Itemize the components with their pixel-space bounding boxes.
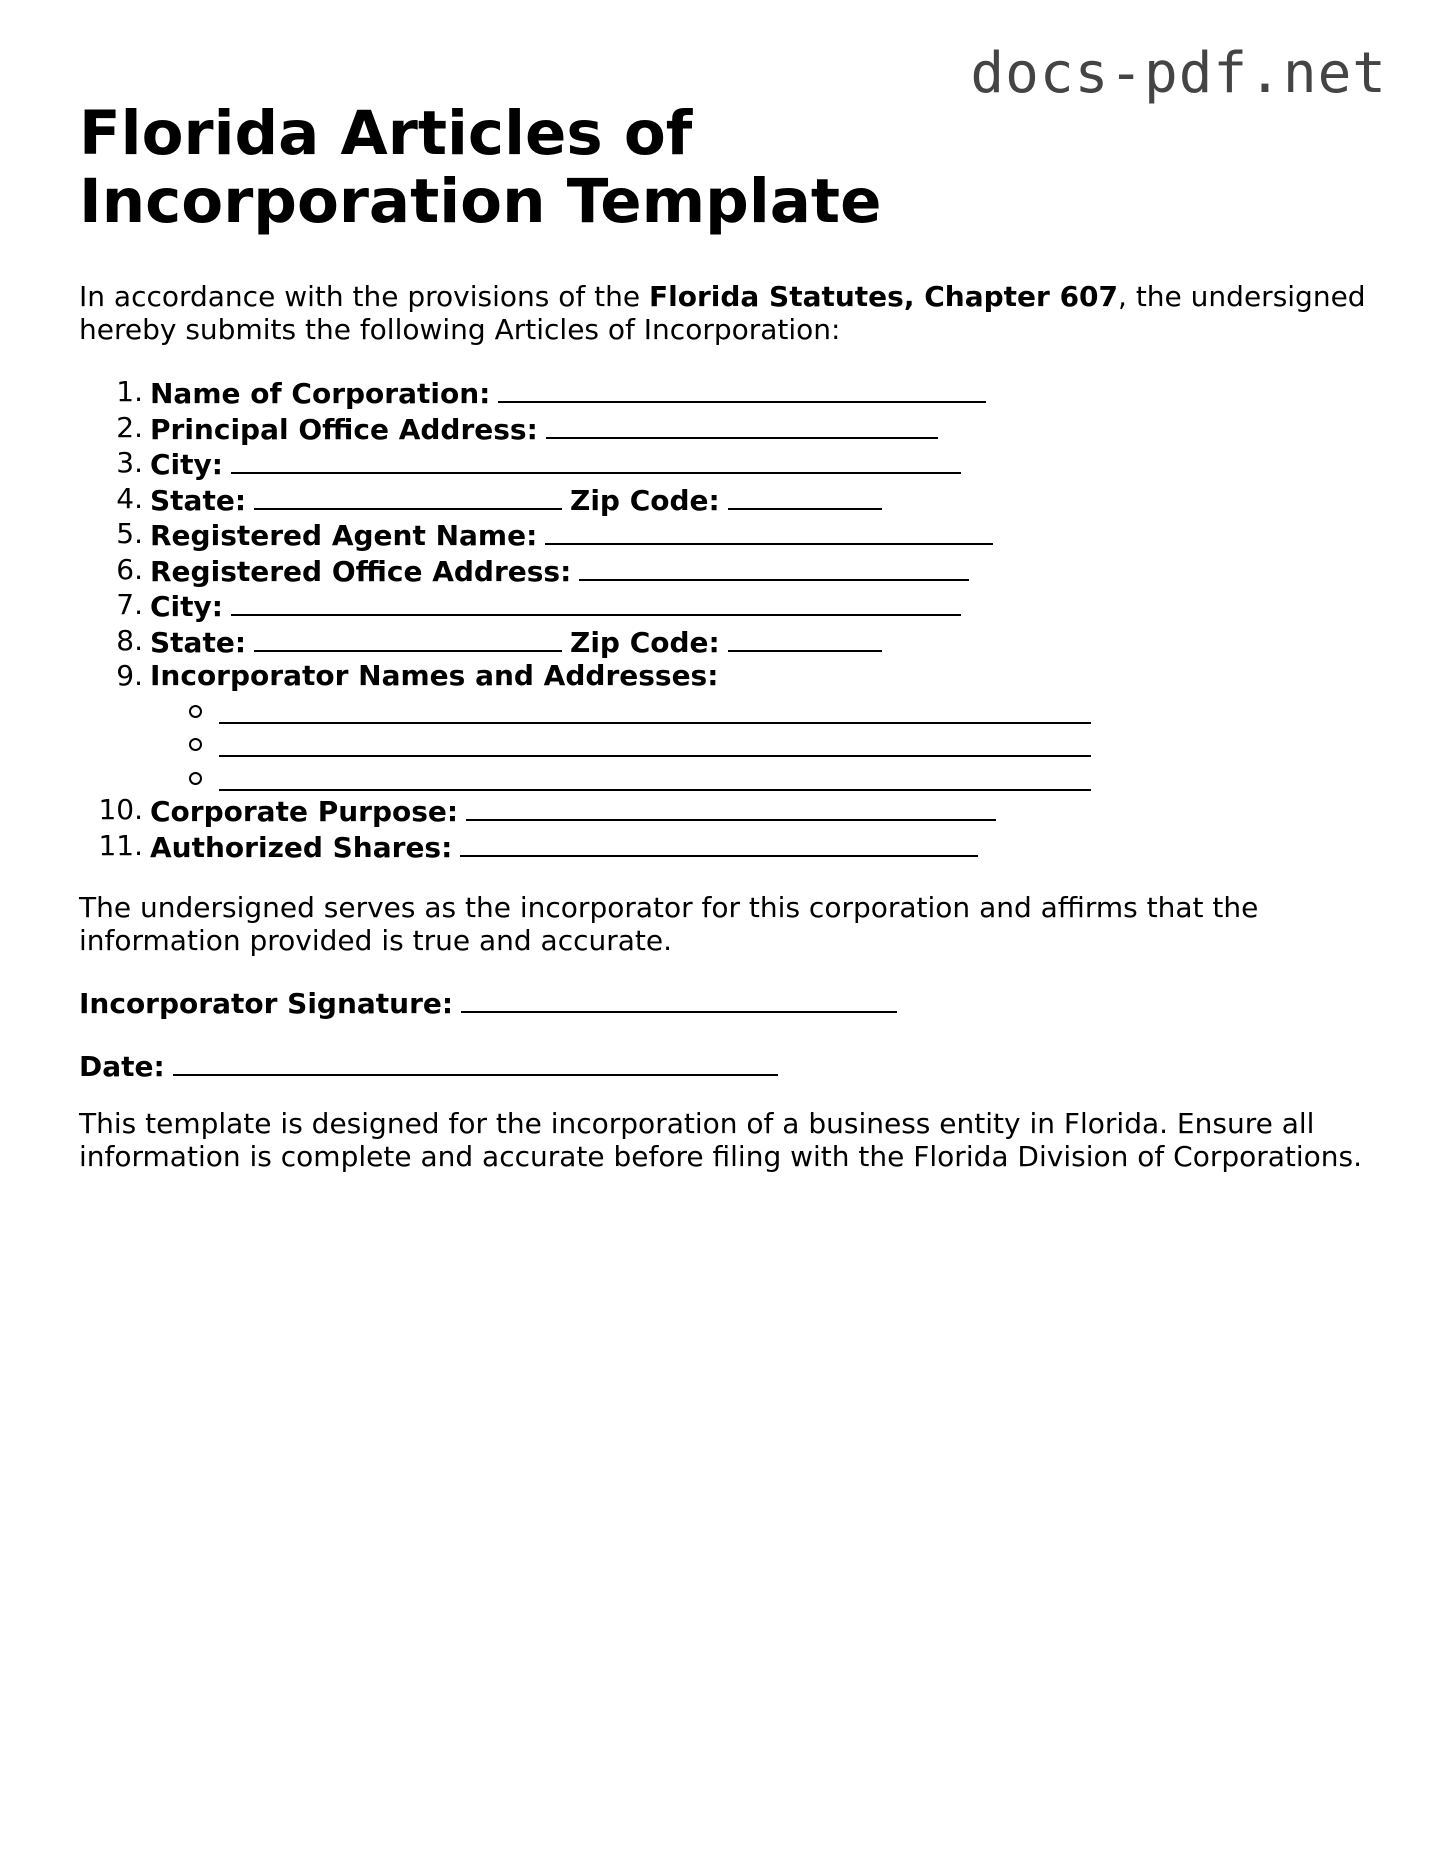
intro-text-before: In accordance with the provisions of the (79, 280, 649, 313)
field-label: Incorporator Names and Addresses: (150, 659, 719, 692)
field-item-shares (79, 829, 1369, 865)
field-number: 7. (116, 588, 143, 621)
state-blank[interactable] (254, 482, 562, 510)
field-item-agent-name (79, 517, 1369, 553)
field-label: City: (150, 590, 223, 623)
circle-bullet-icon (189, 738, 202, 751)
field-label: Principal Office Address: (150, 412, 538, 446)
intro-paragraph (79, 280, 1369, 346)
field-number: 10. (98, 793, 143, 826)
incorporator-entry (79, 726, 1369, 760)
field-number: 3. (116, 446, 143, 479)
city-2-blank[interactable] (231, 588, 961, 616)
signature-label: Incorporator Signature: (79, 987, 454, 1020)
date-label: Date: (79, 1050, 165, 1083)
field-number: 9. (116, 659, 143, 692)
shares-blank[interactable] (460, 829, 978, 857)
field-label: Corporate Purpose: (150, 795, 459, 828)
zip-label: Zip Code: (570, 625, 720, 659)
watermark: docs-pdf.net (970, 41, 1387, 106)
signature-line (79, 985, 1369, 1020)
document-page (79, 100, 1369, 1173)
field-item-registered-office (79, 553, 1369, 589)
field-list (79, 375, 1369, 864)
field-number: 6. (116, 552, 143, 586)
field-number: 4. (116, 481, 143, 515)
field-item-purpose (79, 793, 1369, 829)
purpose-blank[interactable] (466, 793, 996, 821)
state-2-blank[interactable] (254, 624, 562, 652)
page-title: Florida Articles of Incorporation Template (79, 98, 882, 237)
incorporator-blank-2[interactable] (219, 729, 1091, 757)
field-item-state-zip-2 (79, 624, 1369, 660)
field-item-incorporators (79, 659, 1369, 693)
principal-office-blank[interactable] (546, 411, 938, 439)
field-label: City: (150, 448, 223, 481)
signature-blank[interactable] (461, 985, 897, 1013)
zip-2-blank[interactable] (728, 624, 882, 652)
circle-bullet-icon (189, 772, 202, 785)
incorporator-blank-1[interactable] (219, 696, 1091, 724)
field-label: Name of Corporation: (150, 377, 491, 410)
footer-note: This template is designed for the incorporation of a business entity in Florida. Ensure all information is complete and accurate before filing with the Florida Division of Corporations. (79, 1107, 1363, 1173)
incorporator-entry (79, 693, 1369, 727)
intro-statute: Florida Statutes, Chapter 607 (648, 280, 1119, 313)
field-number: 11. (98, 828, 143, 862)
intro-text-after: , the undersigned hereby submits the following Articles of Incorporation: (79, 280, 1366, 346)
circle-bullet-icon (189, 705, 202, 718)
field-item-corporation-name (79, 375, 1369, 411)
field-label: State: (150, 625, 247, 659)
affirmation-paragraph: The undersigned serves as the incorporator for this corporation and affirms that the information provided is true and accurate. (79, 891, 1259, 957)
field-label: State: (150, 483, 247, 517)
registered-office-blank[interactable] (579, 553, 969, 581)
field-item-city-2 (79, 588, 1369, 624)
city-blank[interactable] (231, 446, 961, 474)
incorporator-sublist (79, 693, 1369, 794)
field-item-city (79, 446, 1369, 482)
zip-label: Zip Code: (570, 483, 720, 517)
field-number: 8. (116, 623, 143, 657)
field-item-state-zip (79, 482, 1369, 518)
field-label: Registered Agent Name: (150, 519, 538, 552)
date-line (79, 1048, 1369, 1083)
field-label: Registered Office Address: (150, 554, 572, 588)
field-number: 1. (116, 375, 143, 408)
field-number: 5. (116, 517, 143, 550)
zip-blank[interactable] (728, 482, 882, 510)
field-number: 2. (116, 410, 143, 444)
incorporator-entry (79, 760, 1369, 794)
date-blank[interactable] (173, 1048, 778, 1076)
field-item-principal-office (79, 411, 1369, 447)
incorporator-blank-3[interactable] (219, 763, 1091, 791)
corporation-name-blank[interactable] (498, 375, 986, 403)
field-label: Authorized Shares: (150, 830, 453, 864)
agent-name-blank[interactable] (545, 517, 993, 545)
incorporator-sublist-wrapper (79, 693, 1369, 794)
